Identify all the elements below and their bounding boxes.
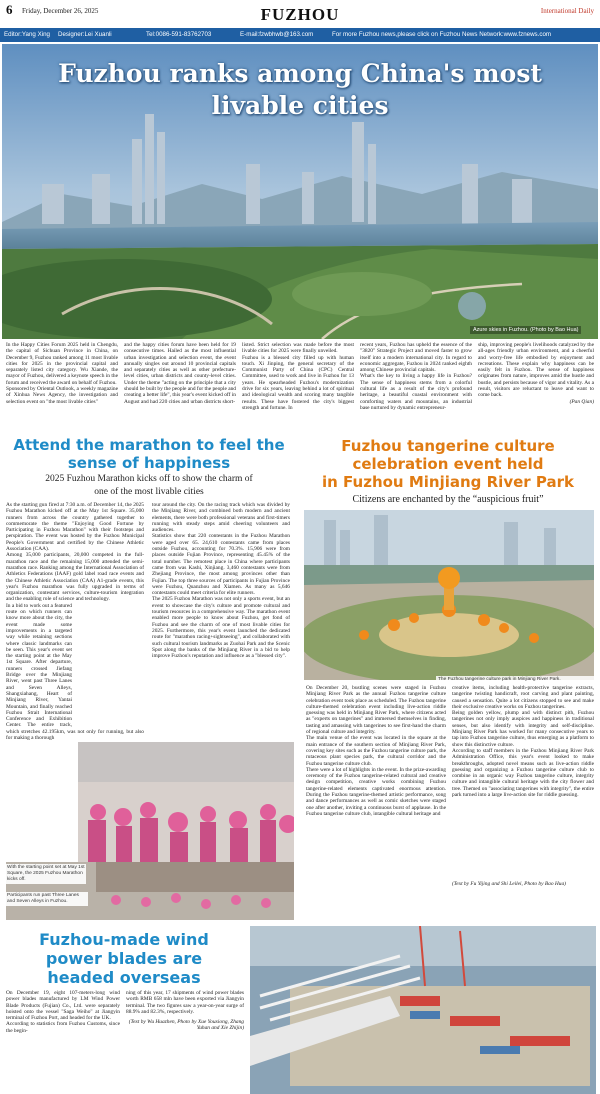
paragraph: ning of this year, 17 shipments of wind power blades worth RMB 658 mln have been exported via Jiangyin terminal. The two figures saw a year-on-year surge of 88.9% and 82.3%, respectively.: [126, 990, 244, 1015]
wind-title-line1: Fuzhou-made wind: [39, 930, 209, 949]
marathon-subtitle-line2: one of the most livable cities: [94, 487, 204, 497]
paragraph: Fuzhou is a blessed city filled up with human touch. Xi Jinping, the general secretary of the Communist Party of China (CPC) Central Committee, used to work and live in Fuzhou for 13 years. He spearheaded Fuzhou's modernization drive for six years, leaving behind a lot of spiritual and ideological wealth and scoring many tangible results. These have fostered the city's biggest strength and fortune. In: [242, 354, 354, 411]
page-number: 6: [6, 2, 13, 17]
masthead: FUZHOU: [260, 5, 340, 24]
article1-column-2: [124, 342, 236, 405]
paragraph: The 2025 Fuzhou Marathon was not only a sports event, but an event to showcase the city's culture and promote cultural and tourism resources in a comprehensive way. The marathon event enabled more people to know about Fuzhou, get fond of Fuzhou and see the charm of one of most livable cities for 2025. Furthermore, this year's event launched the dedicated route for "marathon racing+sightseeing", and collaborated with such cultural tourism landmarks as Zuohai Park and the Scenic Spot along the banks of the Minjiang River in a bid to help improve Fuzhou's reputation and influence as a "blessed city".: [152, 596, 290, 660]
tangerine-column-2: [452, 685, 594, 880]
hero-title-line2: livable cities: [211, 91, 389, 120]
wind-title-line3: headed overseas: [47, 968, 201, 987]
paragraph: creative items, including health-protective tangerine extracts, tangerine twisting handicraft, root carving and plant painting, caused a sensation. Quite a lot citizens stopped to see and make their exclusive creative works on Fuzhou tangerines.: [452, 685, 594, 710]
wind-title-line2: power blades are: [45, 949, 203, 968]
marathon-title: [4, 436, 294, 472]
paragraph: and the happy cities forum have been held for 19 consecutive times. Hailed as the most influential urban investigation and selection event, the event annually singles out around 10 provincial capitals and separately cities as well as other prefecture-level cities, urban districts and county-level cities. Under the theme "acting on the principle that a city should be built by the people and for the people and creating a better life", this year's event kicked off in August and had 220 cities and urban districts short-: [124, 342, 236, 405]
paragraph: There were a lot of highlights in the event. In the prize-awarding ceremony of the Fuzhou tangerine-related cultural and creative design competition, creative works combining Fuzhou tangerine-related elements captivated enormous attention. During the Fuzhou tangerine-themed artistic performance, song and dance performances as well as comic sketches were staged one after another, inviting a continuous burst of applause. In the Fuzhou tangerine culture club, intangible cultural heritage and: [306, 766, 446, 817]
paragraph: ship, improving people's livelihoods catalyzed by the all-ages friendly urban environment, and a cheerful and worry-free life embodied by enjoyment and recreations. These explain why happiness can be easily felt in Fuzhou. The sense of happiness originates from nature, improves amid the hustle and bustle, and persists because of vigor and vitality. As a result, visitors are reluctant to leave and want to come back.: [478, 342, 594, 399]
marathon-title-line2: sense of happiness: [67, 454, 231, 472]
paragraph: According to statistics from Fuzhou Customs, since the begin-: [6, 1021, 120, 1034]
paragraph: On December 20, bustling scenes were staged in Fuzhou Minjiang River Park as the annual Fuzhou tangerine culture celebration event took place as scheduled. The Fuzhou tangerine culture-themed celebration event including live-action riddle guessing was held in Minjiang River Park, where citizens acted as "experts on tangerines" and immersed themselves in finding, tasting and amassing with tangerines to see first-hand the charm of regional culture and integrity.: [306, 685, 446, 736]
section-name: International Daily: [540, 7, 594, 15]
wind-title: [4, 930, 244, 987]
wind-column-2: [126, 990, 244, 1032]
tangerine-title-line1: Fuzhou tangerine culture: [341, 437, 555, 455]
tangerine-subtitle: Citizens are enchanted by the “auspicious fruit”: [352, 494, 544, 505]
paragraph: What's the key to living a happy life in Fuzhou? The sense of happiness stems from a colorful cultural life as a result of the city's profound heritage, a beautiful coastal environment with comforting waters and mountains, an industrial base nurtured by dynamic entrepreneur-: [360, 373, 472, 411]
tangerine-photo: [304, 510, 594, 680]
telephone: Tel:0086-591-83762703: [146, 31, 212, 38]
wind-credit: (Text by Wu Huazhen, Photo by Xue Youxiong, Zhang Yuhan and Xie Zhijin): [128, 1019, 244, 1032]
marathon-subtitle-line1: 2025 Fuzhou Marathon kicks off to show the charm of: [45, 474, 253, 484]
info-bar: [0, 28, 600, 42]
spacer: [72, 603, 144, 723]
paragraph: Statistics show that 220 contestants in the Fuzhou Marathon were aged over 65. 24,610 contestants came from places outside Fuzhou, accounting for 70.3%. 15,906 were from places outside Fujian Province, representing 45.45% of the total number. The remotest place in China where participants came from was Kashi, Xinjiang. 3,460 contestants were from Zhejiang Province, the most among provinces other than Fujian. The top three sources of participants in Fujian Province were Fuzhou, Quanzhou and Xiamen. As many as 5,646 contestants could meet criteria for elite runners.: [152, 533, 290, 597]
article1-column-4: [360, 342, 472, 411]
paragraph: In the Happy Cities Forum 2025 held in Chengdu, the capital of Sichuan Province in China, on December 9, Fuzhou ranked among 11 most livable cities for 2025 in the provincial capital and separately listed city category. Wu Xiande, the mayor of Fuzhou, delivered a keynote speech in the forum and received the award on behalf of Fuzhou.: [6, 342, 118, 386]
wind-column-1: [6, 990, 120, 1034]
marathon-caption-1: With the starting point set at May 1st Square, the 2025 Fuzhou Marathon kicks off.: [7, 865, 85, 882]
paragraph: tour around the city. On the racing track which was divided by the Minjiang River, and combined both modern and ancient elements, there were both professional veterans and first-timers running with steady steps amid cheering volunteers and audiences.: [152, 502, 290, 534]
article1-credit: (Pan Qian): [569, 398, 594, 405]
issue-date: Friday, December 26, 2025: [22, 7, 99, 15]
hero-caption: Azure skies in Fuzhou. (Photo by Bao Hua): [470, 326, 581, 334]
wind-photo: [250, 926, 596, 1094]
paragraph: The main venue of the event was located in the square at the main entrance of the southern section of Minjiang River Park, covering key sites such as the Fuzhou tangerine culture park, the rutaceous plant species park, the cultural corridor and the Fuzhou tangerine culture club.: [306, 735, 446, 767]
marathon-subtitle: [4, 473, 294, 499]
marathon-title-line1: Attend the marathon to feel the: [13, 436, 285, 454]
tangerine-column-1: [306, 685, 446, 885]
hero-title: [0, 58, 600, 122]
article1-column-5: [478, 342, 594, 405]
email-link[interactable]: E-mail:fzwbhwb@163.com: [240, 31, 314, 38]
paragraph: Sponsored by Oriental Outlook, a weekly magazine of Xinhua News Agency, the investigation and selection event on "the most livable cities": [6, 386, 118, 405]
news-network-link[interactable]: For more Fuzhou news,please click on Fuzhou News Network:www.fznews.com: [332, 31, 552, 38]
tangerine-title-line3: in Fuzhou Minjiang River Park: [322, 473, 574, 491]
article1-column-1: [6, 342, 118, 405]
hero-title-line1: Fuzhou ranks among China's most: [58, 59, 542, 88]
tangerine-title: [300, 437, 596, 491]
tangerine-caption: The Fuzhou tangerine culture park in Minjiang River Park.: [436, 676, 596, 684]
tangerine-title-line2: celebration event held: [352, 455, 544, 473]
article1-column-3: [242, 342, 354, 411]
paragraph: According to staff members in the Fuzhou Minjiang River Park Administration Office, this year's event looked to make breakthroughs, adopted novel means such as live-action riddle guessing and organizing a Fuzhou tangerine culture club to combine in an organic way Fuzhou tangerine culture, integrity culture and intangible cultural heritage with the city flower and tree. Themed on "associating tangerines with integrity", the entire park turned into a large live-action site for riddle guessing.: [452, 747, 594, 799]
designer-credit: Designer:Lei Xuanli: [58, 31, 112, 38]
paragraph: listed. Strict selection was made before the most livable cities for 2025 were finally unveiled.: [242, 342, 354, 355]
marathon-photo: [78, 742, 294, 862]
paragraph: recent years, Fuzhou has upheld the essence of the "3820" Strategic Project and moved faster to grow itself into a modern international city. In regard to economic aggregate, Fuzhou in 2024 ranked eighth among Chinese provincial capitals.: [360, 342, 472, 374]
paragraph: Among 35,000 participants, 20,000 competed in the full-marathon race and the remaining 15,000 attended the semi-marathon race. Ranking among the International Association of Athletics Federations (IAAF) gold label road race events and the Chinese Athletic Association (CAA) A1-grade events, this year's Fuzhou marathon was fully upgraded in terms of organization, contestant services, culture-tourism integration and the enabling role of science and technology.: [6, 552, 144, 603]
paragraph: Being golden yellow, plump and with distinct pith, Fuzhou tangerines not only imply auspices and happiness in traditional senses, but also identify with integrity and self-discipline. Minjiang River Park has worked for many consecutive years to tap into Fuzhou tangerine culture, thus emerging as a platform to show this distinctive culture.: [452, 710, 594, 748]
tangerine-credit: (Text by Fu Yijing and Shi Leilei, Photo by Bao Hua): [452, 881, 566, 887]
paragraph: On December 19, eight 107-meters-long wind power blades manufactured by LM Wind Power Blade Products (Fujian) Co., Ltd. were separately hoisted onto the vessel "Saga Weiho" at Jiangyin terminal of Fuzhou Port, and headed for the UK.: [6, 990, 120, 1022]
marathon-caption-2: Participants run past Three Lanes and Seven Alleys in Fuzhou.: [6, 892, 88, 906]
paragraph: As the starting gun fired at 7:30 a.m. of December 14, the 2025 Fuzhou Marathon kicked off at the May 1st Square. 35,000 runners from across the country gathered together to commemorate the theme "Enjoying Good Fortune by Participating in Fuzhou Marathon" with their footsteps and perspiration. The event was hosted by the Fuzhou Municipal People's Government and certified by the Chinese Athletic Association (CAA).: [6, 502, 144, 553]
paragraph: In a bid to work out a featured route on which runners can know more about the city, the event made some improvements in a targeted way while retaining sections where classic landmarks can be seen. This year's event set the starting point at the May 1st Square. After departure, runners crossed Jiefang Bridge over the Minjiang River, went past Three Lanes and Seven Alleys, Shangxiahang, Heart of Minjiang River, Yantai Mountain, and finally reached Fuzhou Strait International Conference and Exhibition Center. The entire track, which stretches 42.195km, was not only for running, but also for making a thorough: [6, 602, 144, 741]
editor-credit: Editor:Yang Xing: [4, 31, 50, 38]
